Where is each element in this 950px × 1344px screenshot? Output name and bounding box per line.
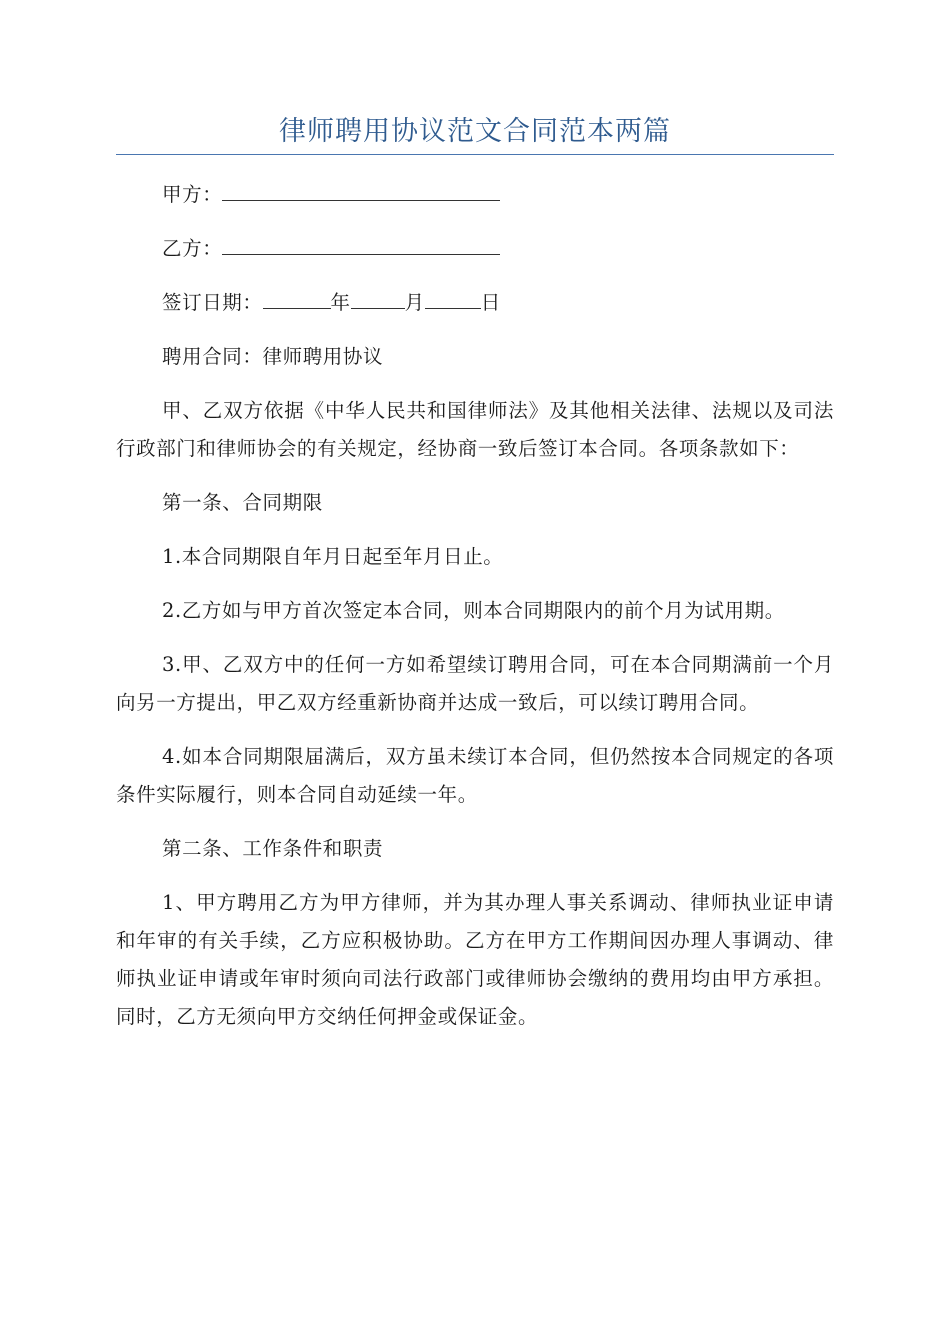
- sign-date-label: 签订日期：: [162, 291, 263, 314]
- month-label: 月: [404, 291, 425, 314]
- day-label: 日: [480, 291, 501, 314]
- article1-heading: 第一条、合同期限: [162, 491, 323, 514]
- article1-item-4: 4.如本合同期限届满后，双方虽未续订本合同，但仍然按本合同规定的各项条件实际履行，则本合同自动延续一年。: [116, 745, 834, 806]
- article1-item-2: 2.乙方如与甲方首次签定本合同，则本合同期限内的前个月为试用期。: [162, 599, 785, 622]
- party-b-blank: [222, 232, 500, 255]
- party-a-line: [116, 176, 834, 214]
- contract-line: 聘用合同：律师聘用协议: [162, 345, 384, 368]
- party-a-blank: [222, 178, 500, 201]
- party-a-label: 甲方：: [162, 183, 223, 206]
- day-blank: [425, 286, 481, 309]
- party-b-line: [116, 230, 834, 268]
- document-title: 律师聘用协议范文合同范本两篇: [279, 116, 671, 147]
- title-underline: [116, 154, 834, 155]
- year-blank: [263, 286, 331, 309]
- article2-heading: 第二条、工作条件和职责: [162, 837, 384, 860]
- document-body: [116, 176, 834, 1052]
- article1-item-1: 1.本合同期限自年月日起至年月日止。: [162, 545, 504, 568]
- party-b-label: 乙方：: [162, 237, 223, 260]
- article2-item-1: 1、甲方聘用乙方为甲方律师，并为其办理人事关系调动、律师执业证申请和年审的有关手续，乙方应积极协助。乙方在甲方工作期间因办理人事调动、律师执业证申请或年审时须向司法行政部门或律师协会缴纳的费用均由甲方承担。同时，乙方无须向甲方交纳任何押金或保证金。: [116, 891, 834, 1028]
- article1-item-3: 3.甲、乙双方中的任何一方如希望续订聘用合同，可在本合同期满前一个月向另一方提出，甲乙双方经重新协商并达成一致后，可以续订聘用合同。: [116, 653, 834, 714]
- sign-date-line: [116, 284, 834, 322]
- year-label: 年: [330, 291, 351, 314]
- month-blank: [351, 286, 405, 309]
- intro-paragraph: 甲、乙双方依据《中华人民共和国律师法》及其他相关法律、法规以及司法行政部门和律师协会的有关规定，经协商一致后签订本合同。各项条款如下：: [116, 399, 834, 460]
